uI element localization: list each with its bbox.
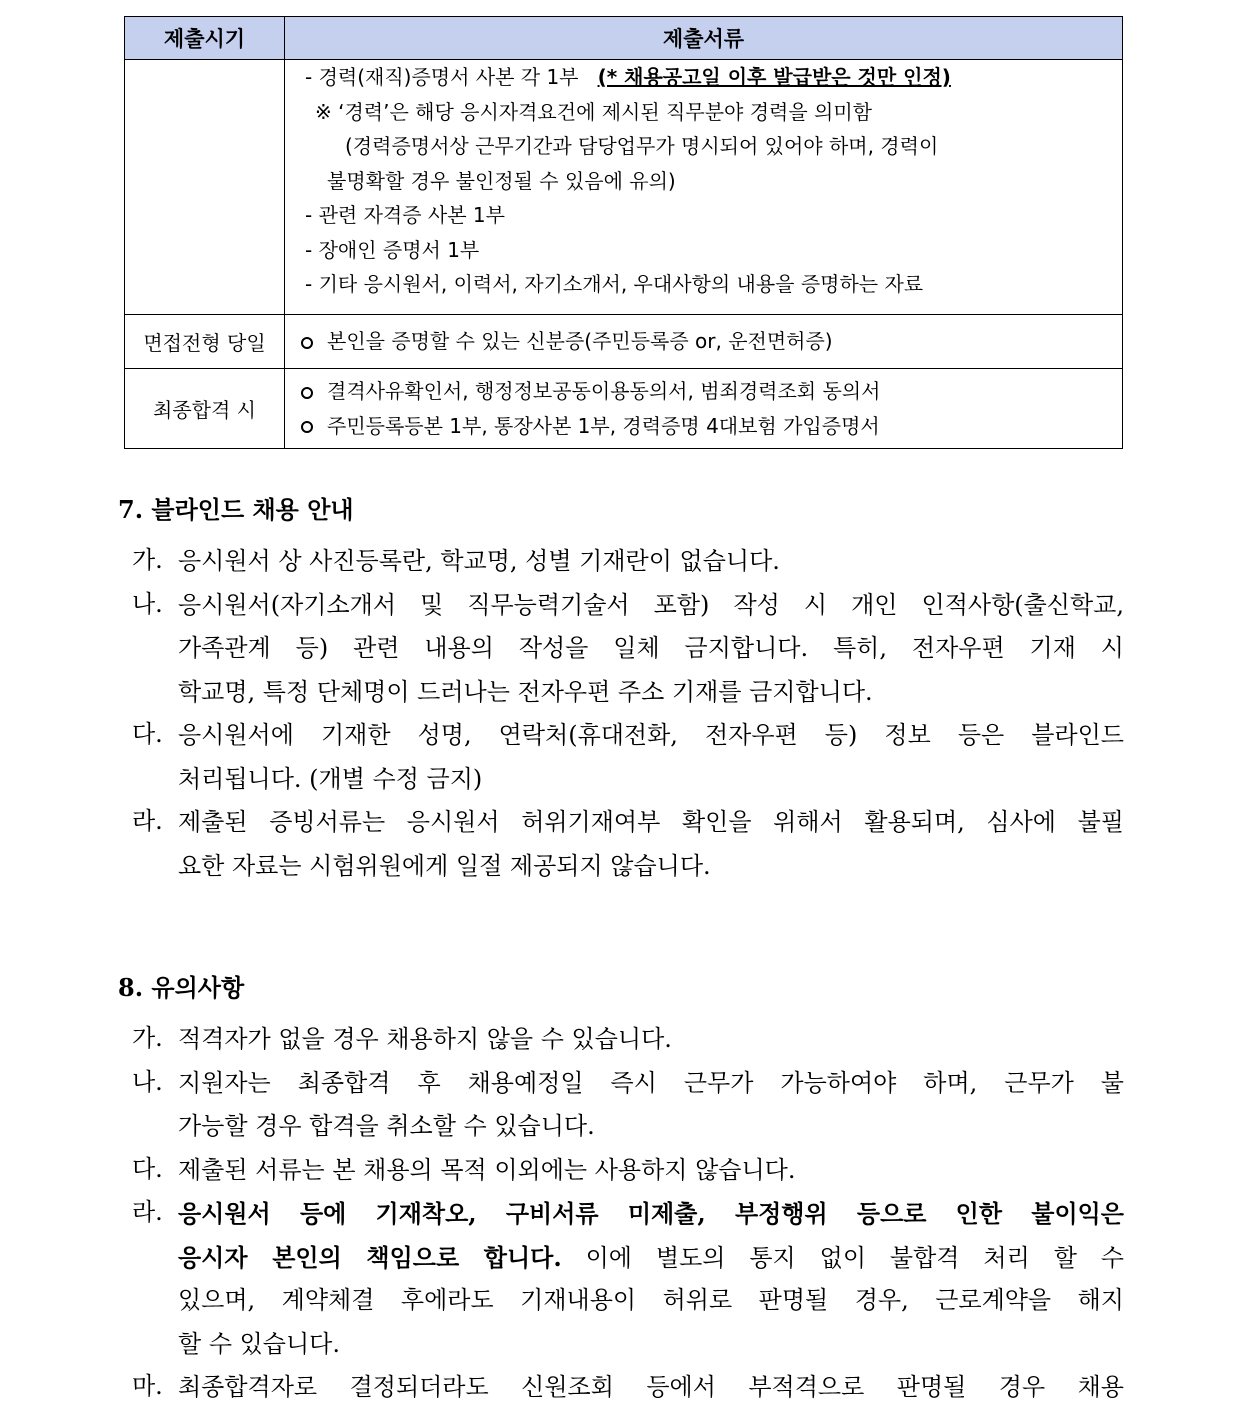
table-row xyxy=(125,369,1123,449)
row-docs-cell xyxy=(285,60,1123,315)
row-time-cell xyxy=(125,60,285,315)
list-item: 나. 지원자는 최종합격 후 채용예정일 즉시 근무가 가능하여야 하며, 근무가 불 가능할 경우 합격을 취소할 수 있습니다. xyxy=(132,1067,1124,1140)
list-item: 다. 응시원서에 기재한 성명, 연락처(휴대전화, 전자우편 등) 정보 등은 블라인드 처리됩니다. (개별 수정 금지) xyxy=(132,720,1124,793)
doc-line: 본인을 증명할 수 있는 신분증(주민등록증 or, 운전면허증) xyxy=(299,324,1122,359)
doc-note-detail: (경력증명서상 근무기간과 담당업무가 명시되어 있어야 하며, 경력이 xyxy=(345,134,939,159)
notice-emphasis: (* 채용공고일 이후 발급받은 것만 인정) xyxy=(597,65,951,90)
list-item: 가. 적격자가 없을 경우 채용하지 않을 수 있습니다. xyxy=(132,1024,672,1053)
doc-line: - 경력(재직)증명서 사본 각 1부 (* 채용공고일 이후 발급받은 것만 인정) xyxy=(305,65,951,90)
header-submission-time: 제출시기 xyxy=(125,17,285,60)
list-item: 가. 응시원서 상 사진등록란, 학교명, 성별 기재란이 없습니다. xyxy=(132,546,780,575)
list-item: 다. 제출된 서류는 본 채용의 목적 이외에는 사용하지 않습니다. xyxy=(132,1154,796,1184)
table-row xyxy=(125,315,1123,369)
circle-bullet-icon xyxy=(301,421,313,433)
list-item: 나. 응시원서(자기소개서 및 직무능력기술서 포함) 작성 시 개인 인적사항(출신학교, 가족관계 등) 관련 내용의 작성을 일체 금지합니다. 특히, 전자우편 기재 시 학교명, 특정 단체명이 드러나는 전자우편 주소 기재를 금지합니다. xyxy=(132,589,1124,706)
table-header-row xyxy=(125,17,1123,60)
section-title: 8. 유의사항 xyxy=(118,973,245,1002)
circle-bullet-icon xyxy=(301,337,313,349)
header-submission-docs: 제출서류 xyxy=(285,17,1123,60)
row-docs-cell xyxy=(285,315,1123,369)
section-precautions xyxy=(118,966,1124,1410)
section-title: 7. 블라인드 채용 안내 xyxy=(118,495,354,524)
doc-line: - 기타 응시원서, 이력서, 자기소개서, 우대사항의 내용을 증명하는 자료 xyxy=(305,272,924,297)
row-docs-cell xyxy=(285,369,1123,449)
row-time-cell: 최종합격 시 xyxy=(125,369,285,449)
doc-line: 주민등록등본 1부, 통장사본 1부, 경력증명 4대보험 가입증명서 xyxy=(299,409,1122,444)
list-item: 라. 응시원서 등에 기재착오, 구비서류 미제출, 부정행위 등으로 인한 불이익은 응시자 본인의 책임으로 합니다. 이에 별도의 통지 없이 불합격 처리 할 수 있으며, 계약체결 후에라도 기재내용이 허위로 판명될 경우, 근로계약을 해지 할 수 있습니다. xyxy=(132,1198,1124,1358)
circle-bullet-icon xyxy=(301,387,313,399)
row-time-cell: 면접전형 당일 xyxy=(125,315,285,369)
table-row xyxy=(125,60,1123,315)
doc-note: ※ ‘경력’은 해당 응시자격요건에 제시된 직무분야 경력을 의미함 xyxy=(315,99,872,124)
doc-note-detail: 불명확할 경우 불인정될 수 있음에 유의) xyxy=(327,168,676,193)
list-item: 마. 최종합격자로 결정되더라도 신원조회 등에서 부적격으로 판명될 경우 채용 xyxy=(132,1372,1124,1401)
doc-line: - 장애인 증명서 1부 xyxy=(305,237,480,262)
list-item: 라. 제출된 증빙서류는 응시원서 허위기재여부 확인을 위해서 활용되며, 심사에 불필 요한 자료는 시험위원에게 일절 제공되지 않습니다. xyxy=(132,807,1124,880)
doc-line: - 관련 자격증 사본 1부 xyxy=(305,203,505,228)
section-blind-hiring xyxy=(118,488,1124,888)
submission-table xyxy=(124,16,1123,449)
doc-line: 결격사유확인서, 행정정보공동이용동의서, 범죄경력조회 동의서 xyxy=(299,374,1122,409)
